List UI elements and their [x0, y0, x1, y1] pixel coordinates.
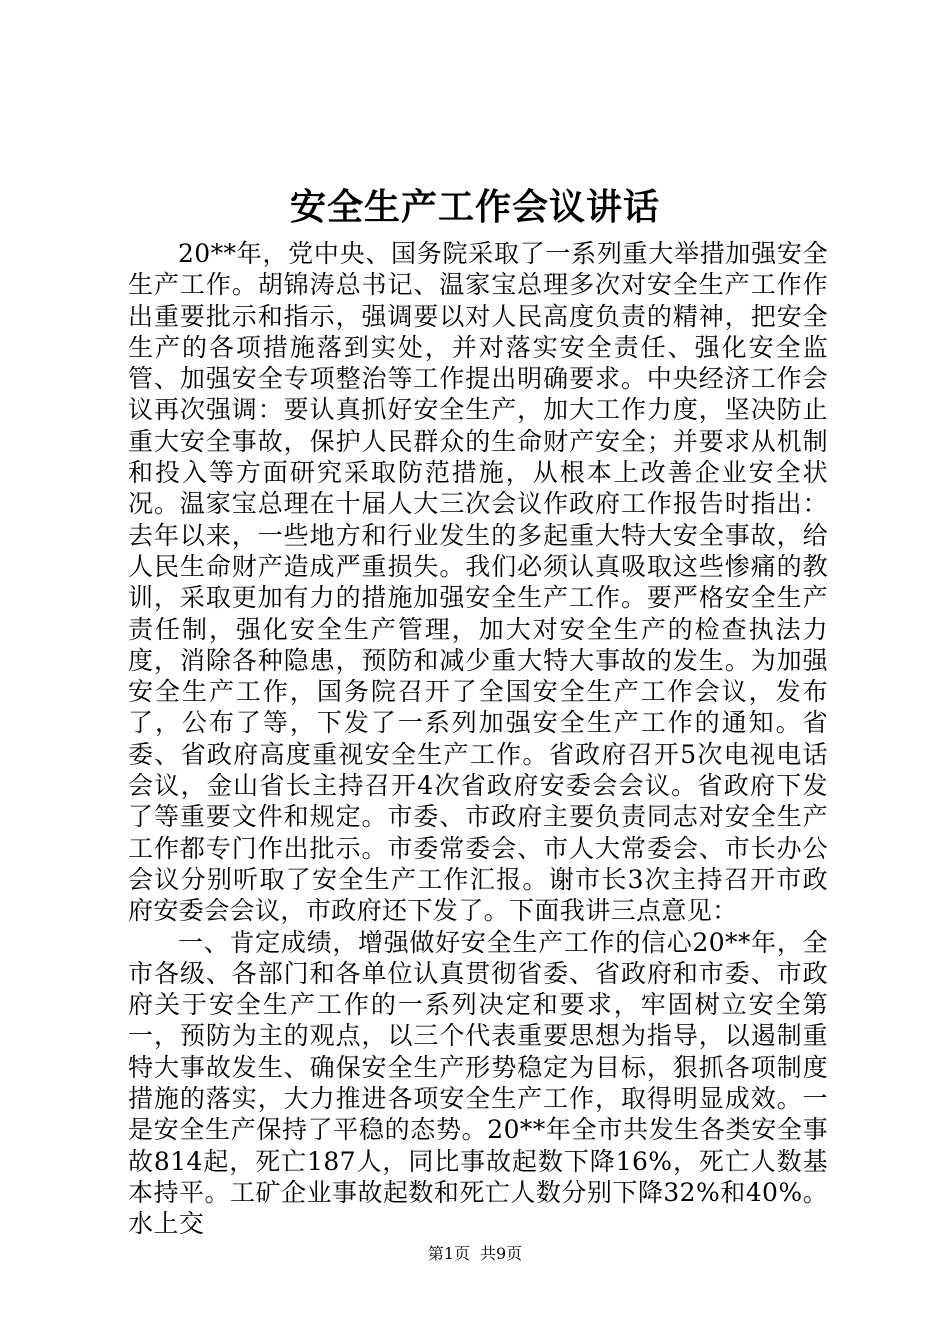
- page-footer: [0, 1244, 950, 1264]
- page-number: 第1页: [427, 1244, 470, 1263]
- paragraph-section-one: 一、肯定成绩，增强做好安全生产工作的信心20**年，全市各级、各部门和各单位认真贯彻省委、省政府和市委、市政府关于安全生产工作的一系列决定和要求，牢固树立安全第一，预防为主的观点，以三个代表重要思想为指导，以遏制重特大事故发生、确保安全生产形势稳定为目标，狠抓各项制度措施的落实，大力推进各项安全生产工作，取得明显成效。一是安全生产保持了平稳的态势。20**年全市共发生各类安全事故814起，死亡187人，同比事故起数下降16%，死亡人数基本持平。工矿企业事故起数和死亡人数分别下降32%和40%。水上交: [128, 927, 828, 1239]
- paragraph-intro: 20**年，党中央、国务院采取了一系列重大举措加强安全生产工作。胡锦涛总书记、温家宝总理多次对安全生产工作作出重要批示和指示，强调要以对人民高度负责的精神，把安全生产的各项措施落到实处，并对落实安全责任、强化安全监管、加强安全专项整治等工作提出明确要求。中央经济工作会议再次强调：要认真抓好安全生产，加大工作力度，坚决防止重大安全事故，保护人民群众的生命财产安全；并要求从机制和投入等方面研究采取防范措施，从根本上改善企业安全状况。温家宝总理在十届人大三次会议作政府工作报告时指出：去年以来，一些地方和行业发生的多起重大特大安全事故，给人民生命财产造成严重损失。我们必须认真吸取这些惨痛的教训，采取更加有力的措施加强安全生产工作。要严格安全生产责任制，强化安全生产管理，加大对安全生产的检查执法力度，消除各种隐患，预防和减少重大特大事故的发生。为加强安全生产工作，国务院召开了全国安全生产工作会议，发布了，公布了等，下发了一系列加强安全生产工作的通知。省委、省政府高度重视安全生产工作。省政府召开5次电视电话会议，金山省长主持召开4次省政府安委会会议。省政府下发了等重要文件和规定。市委、市政府主要负责同志对安全生产工作都专门作出批示。市委常委会、市人大常委会、市长办公会议分别听取了安全生产工作汇报。谢市长3次主持召开市政府安委会会议，市政府还下发了。下面我讲三点意见：: [128, 239, 828, 926]
- page-total: 共9页: [480, 1244, 523, 1263]
- document-title: 安全生产工作会议讲话: [289, 186, 660, 228]
- document-body: [128, 238, 828, 1240]
